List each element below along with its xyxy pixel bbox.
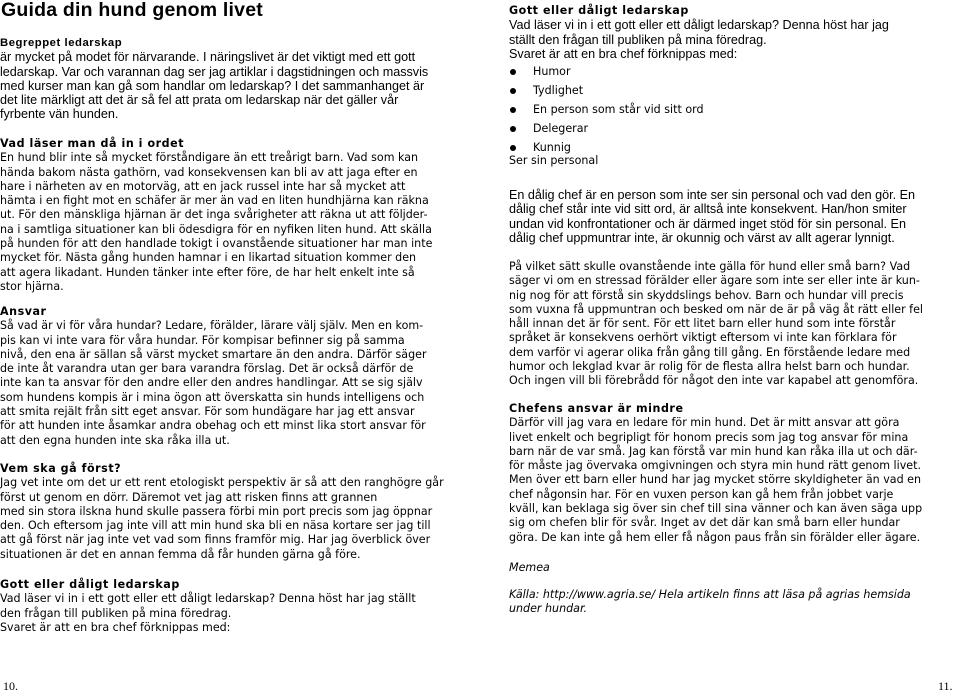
bullet-icon bbox=[510, 107, 516, 113]
text-line: den frågan till publiken på mina föredrag. bbox=[0, 606, 232, 620]
text-line: är mycket på modet för närvarande. I näringslivet är det viktigt med ett gott bbox=[0, 50, 416, 65]
text-line: göra. De kan inte gå hem eller få någon paus från sin förälder eller ägare. bbox=[509, 530, 921, 544]
text-line: håll innan det är för sent. För ett litet barn eller hund som inte förstår bbox=[509, 317, 896, 331]
page-number-right: 11. bbox=[938, 679, 953, 693]
text-line: med sin stora ilskna hund skulle passera förbi min port precis som jag öppnar bbox=[0, 504, 433, 518]
text-line: att den egna hunden inte ska råka illa ut. bbox=[0, 433, 230, 447]
text-line: Men över ett barn eller hund har jag mycket större skyldigheter än vad en bbox=[509, 473, 922, 487]
text-line: fyrbente vän hunden. bbox=[0, 107, 119, 122]
signature: Memea bbox=[509, 561, 550, 574]
paragraph-children-dogs bbox=[509, 260, 956, 389]
list-item: Kunnig bbox=[509, 138, 956, 157]
text-line: språket är konsekvens oerhört viktigt eftersom vi inte kan förklara för bbox=[509, 331, 897, 345]
list-item: Delegerar bbox=[509, 119, 956, 138]
section-body bbox=[509, 18, 956, 61]
text-line: dålig chef uppmuntrar inte, är okunnig och värst av allt agerar lynnigt. bbox=[509, 230, 895, 245]
section-chefens-ansvar bbox=[509, 402, 956, 545]
text-line: hända bakom nästa gathörn, vad konsekvensen kan bli av att jaga efter en bbox=[0, 165, 418, 179]
text-line: Jag vet inte om det ur ett rent etologiskt perspektiv är så att den ranghögre går bbox=[0, 476, 444, 490]
text-line: på hunden för att den handlade tokigt i ovanstående situationer har man inte bbox=[0, 237, 433, 251]
section-body bbox=[509, 416, 956, 545]
text-line: stor hjärna. bbox=[0, 279, 64, 293]
bullet-icon bbox=[510, 69, 516, 75]
text-line: barn när de var små. Jag kan förstå var min hund kan råka illa ut och där- bbox=[509, 444, 918, 458]
text-line: mycket för. Nästa gång hunden hamnar i en likartad situation kommer den bbox=[0, 251, 417, 265]
text-line: sig om chefen blir för svår. Inget av det där kan små barn eller hundar bbox=[509, 516, 900, 530]
text-line: för måste jag övervaka omgivningen och styra min hund rätt genom livet. bbox=[509, 459, 921, 473]
text-line: att agera likadant. Hunden tänker inte efter före, de har helt enkelt inte så bbox=[0, 265, 415, 279]
list-item: Humor bbox=[509, 62, 956, 81]
section-ansvar bbox=[0, 305, 456, 448]
text-line: Svaret är att en bra chef förknippas med: bbox=[509, 46, 738, 61]
text-line: nig nog för att förstå sin skyddslings behov. Barn och hundar vill precis bbox=[509, 288, 904, 302]
text-line: med kurser man kan gå som handlar om ledarskap? I det sammanhanget är bbox=[0, 78, 425, 93]
text-line: Därför vill jag vara en ledare för min hund. Det är mitt ansvar att göra bbox=[509, 416, 900, 430]
text-line: Vad läser vi in i ett gott eller ett dåligt ledarskap? Denna höst har jag ställt bbox=[0, 592, 416, 606]
text-line: hämta i en fight mot en schäfer är mer än vad en liten hundhjärna kan räkna bbox=[0, 194, 429, 208]
text-line: ut. För den mänskliga hjärnan är det inga svårigheter att räkna ut att följder- bbox=[0, 208, 428, 222]
source-block bbox=[509, 588, 956, 617]
section-heading: Begreppet ledarskap bbox=[0, 37, 123, 49]
text-line: Vad läser vi in i ett gott eller ett dåligt ledarskap? Denna höst har jag bbox=[509, 18, 889, 33]
text-line: under hundar. bbox=[509, 602, 588, 616]
text-line: som vuxna få uppmuntran och besked om när de är på väg åt rätt eller fel bbox=[509, 302, 924, 316]
bullet-icon bbox=[510, 88, 516, 94]
text-line: först ut genom en dörr. Däremot vet jag att risken finns att grannen bbox=[0, 490, 378, 504]
section-heading: Vad läser man då in i ordet bbox=[0, 137, 185, 150]
text-line: det lite märkligt att det är så fel att prata om ledarskap när det gäller vår bbox=[0, 93, 399, 108]
text-line: nivå, den ena är sällan så värst mycket smartare än den andra. Därför säger bbox=[0, 347, 427, 361]
section-body bbox=[0, 319, 456, 448]
signature-block bbox=[509, 561, 956, 575]
section-body bbox=[0, 592, 456, 635]
text-line: På vilket sätt skulle ovanstående inte gälla för hund eller små barn? Vad bbox=[509, 260, 911, 273]
text-line: livet enkelt och begripligt för honom precis som jag tog ansvar för mina bbox=[509, 430, 909, 444]
page-title: Guida din hund genom livet bbox=[1, 0, 263, 21]
section-heading: Ansvar bbox=[0, 305, 47, 318]
text-line: En dålig chef är en person som inte ser sin personal och vad den gör. En bbox=[509, 188, 916, 202]
page-number-left: 10. bbox=[3, 679, 18, 693]
text-line: dålig chef står inte vid sitt ord, är alltså inte konsekvent. Han/hon smiter bbox=[509, 202, 907, 217]
qualities-list bbox=[509, 62, 956, 157]
text-line: hare i närheten av en motorväg, att en jack russel inte har så mycket att bbox=[0, 179, 406, 193]
list-trailer: Ser sin personal bbox=[509, 154, 599, 168]
text-line: den. Och eftersom jag inte vill att min hund ska bli en näsa kortare ser jag till bbox=[0, 519, 431, 533]
qualities-list-block bbox=[509, 62, 956, 169]
section-heading: Gott eller dåligt ledarskap bbox=[0, 578, 180, 591]
source-note bbox=[509, 588, 956, 617]
section-heading: Gott eller dåligt ledarskap bbox=[509, 4, 689, 17]
text-line: som hundens kompis är i mina ögon att överskatta sin hunds intelligens och bbox=[0, 390, 425, 404]
section-heading: Vem ska gå först? bbox=[0, 462, 122, 475]
section-vad-laser bbox=[0, 137, 456, 294]
text-line: Så vad är vi för våra hundar? Ledare, förälder, lärare välj själv. Men en kom- bbox=[0, 319, 424, 333]
list-item: En person som står vid sitt ord bbox=[509, 100, 956, 119]
paragraph-body bbox=[509, 260, 956, 389]
text-line: undan vid konfrontationer och är därmed inget stöd för sin personal. En bbox=[509, 216, 906, 231]
text-line: kväll, kan beklaga sig över sin chef till sina vänner och kan även säga upp bbox=[509, 502, 923, 516]
text-line: att smita rejält från sitt eget ansvar. För som hundägare har jag ett ansvar bbox=[0, 405, 415, 419]
text-line: säger vi om en stressad förälder eller ägare som inte ser eller inte är kun- bbox=[509, 274, 920, 288]
section-begreppet bbox=[0, 36, 456, 122]
section-gott-eller-right bbox=[509, 4, 956, 61]
text-line: na i samtliga situationer kan bli ödesdigra för en nyfiken liten hund. Att skälla bbox=[0, 222, 432, 236]
section-heading: Chefens ansvar är mindre bbox=[509, 402, 684, 415]
text-line: Källa: http://www.agria.se/ Hela artikeln finns att läsa på agrias hemsida bbox=[509, 588, 911, 601]
text-line: Och ingen vill bli förebrådd för något den inte var kapabel att genomföra. bbox=[509, 374, 919, 388]
section-body bbox=[0, 151, 456, 294]
text-line: inte kan ta ansvar för den andre eller den andres handlingar. Att se sig själv bbox=[0, 376, 423, 390]
paragraph-body bbox=[509, 188, 956, 245]
text-line: chef någonsin har. För en vuxen person kan gå hem från jobbet varje bbox=[509, 487, 894, 501]
text-line: ställt den frågan till publiken på mina föredrag. bbox=[509, 32, 767, 47]
text-line: humor och lekglad kvar är rolig för de flesta allra helst barn och hundar. bbox=[509, 360, 910, 374]
list-item: Tydlighet bbox=[509, 81, 956, 100]
text-line: dem varför vi agerar olika från gång till gång. En förstående ledare med bbox=[509, 345, 911, 359]
text-line: pis kan vi inte vara för våra hundar. För kompisar befinner sig på samma bbox=[0, 333, 405, 347]
bullet-icon bbox=[510, 145, 516, 151]
text-line: att gå först när jag inte vet vad som finns framför mig. Har jag överblick över bbox=[0, 533, 431, 547]
text-line: för att hunden inte åsamkar andra obehag och ett minst lika stort ansvar för bbox=[0, 419, 426, 433]
text-line: Svaret är att en bra chef förknippas med: bbox=[0, 620, 231, 634]
bullet-icon bbox=[510, 126, 516, 132]
text-line: En hund blir inte så mycket förståndigare än ett treårigt barn. Vad som kan bbox=[0, 151, 419, 165]
section-body bbox=[0, 476, 456, 562]
paragraph-bad-boss bbox=[509, 188, 956, 245]
section-body bbox=[0, 50, 456, 121]
section-gott-eller bbox=[0, 578, 456, 635]
section-vem-ska bbox=[0, 462, 456, 562]
text-line: de inte åt varandra utan ger bara varandra förslag. Det är också därför de bbox=[0, 362, 414, 376]
text-line: situationen är det en annan femma då får hunden gärna gå före. bbox=[0, 547, 361, 561]
text-line: ledarskap. Var och varannan dag ser jag artiklar i dagstidningen och massvis bbox=[0, 64, 429, 79]
